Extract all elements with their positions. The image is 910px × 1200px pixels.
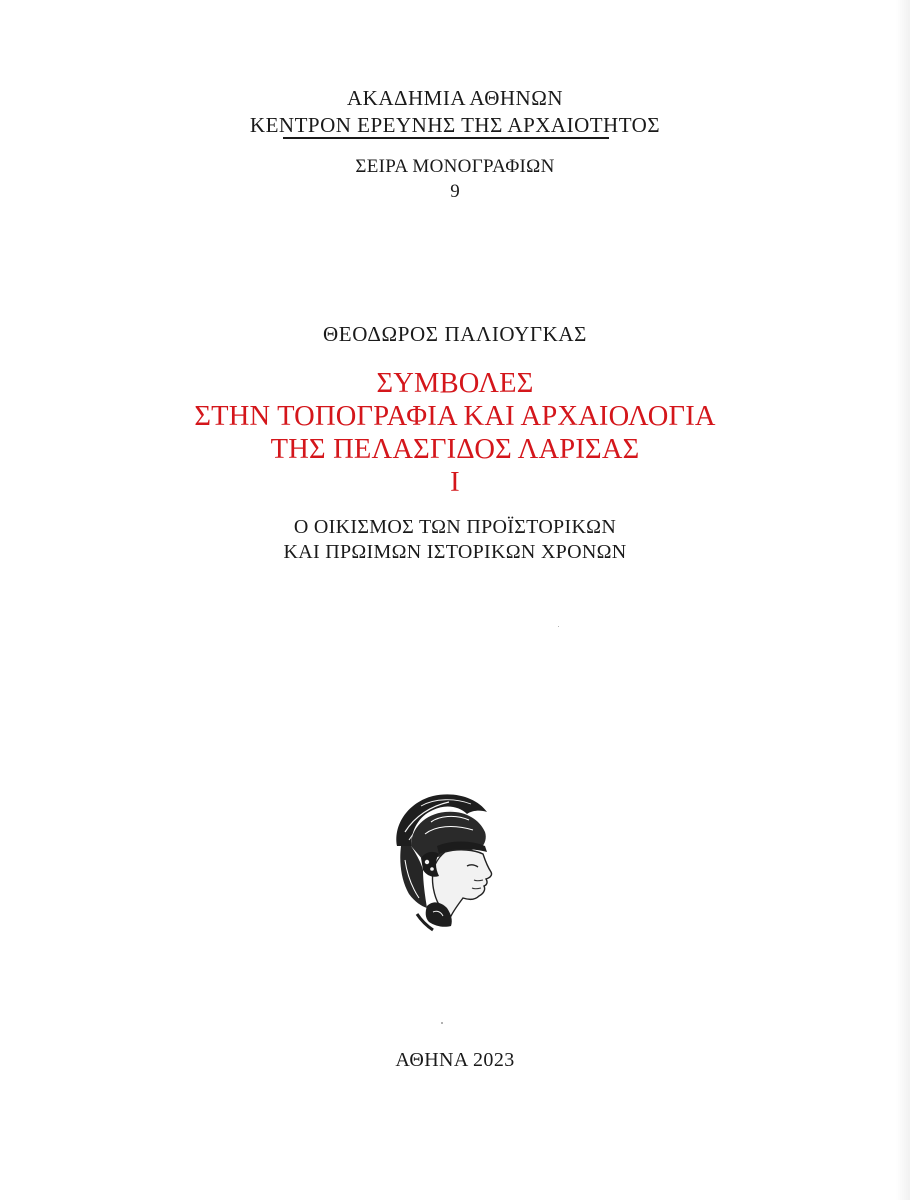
title-line: ΤΗΣ ΠΕΛΑΣΓΙΔΟΣ ΛΑΡΙΣΑΣ	[270, 434, 640, 465]
print-speck	[441, 1022, 443, 1024]
series-name: ΣΕΙΡΑ ΜΟΝΟΓΡΑΦΙΩΝ	[355, 156, 555, 177]
page-edge-shadow	[896, 0, 910, 1200]
header-rule	[283, 137, 609, 139]
athena-head-emblem-icon	[375, 788, 515, 936]
research-center-name: ΚΕΝΤΡΟΝ ΕΡΕΥΝΗΣ ΤΗΣ ΑΡΧΑΙΟΤΗΤΟΣ	[249, 113, 661, 137]
title-line: ΣΥΜΒΟΛΕΣ	[376, 368, 534, 399]
print-speck	[558, 626, 559, 627]
imprint-place-year: ΑΘΗΝΑ 2023	[395, 1049, 515, 1071]
subtitle-line: Ο ΟΙΚΙΣΜΟΣ ΤΩΝ ΠΡΟΪΣΤΟΡΙΚΩΝ	[293, 516, 617, 538]
book-title	[0, 367, 910, 499]
book-subtitle	[0, 515, 910, 565]
subtitle-line: ΚΑΙ ΠΡΩΙΜΩΝ ΙΣΤΟΡΙΚΩΝ ΧΡΟΝΩΝ	[283, 541, 627, 563]
publisher-name: ΑΚΑΔΗΜΙΑ ΑΘΗΝΩΝ	[346, 86, 563, 110]
volume-number: Ι	[450, 467, 460, 498]
author-name: ΘΕΟΔΩΡΟΣ ΠΑΛΙΟΥΓΚΑΣ	[323, 322, 587, 346]
title-line: ΣΤΗΝ ΤΟΠΟΓΡΑΦΙΑ ΚΑΙ ΑΡΧΑΙΟΛΟΓΙΑ	[194, 401, 716, 432]
series-number: 9	[450, 181, 460, 202]
